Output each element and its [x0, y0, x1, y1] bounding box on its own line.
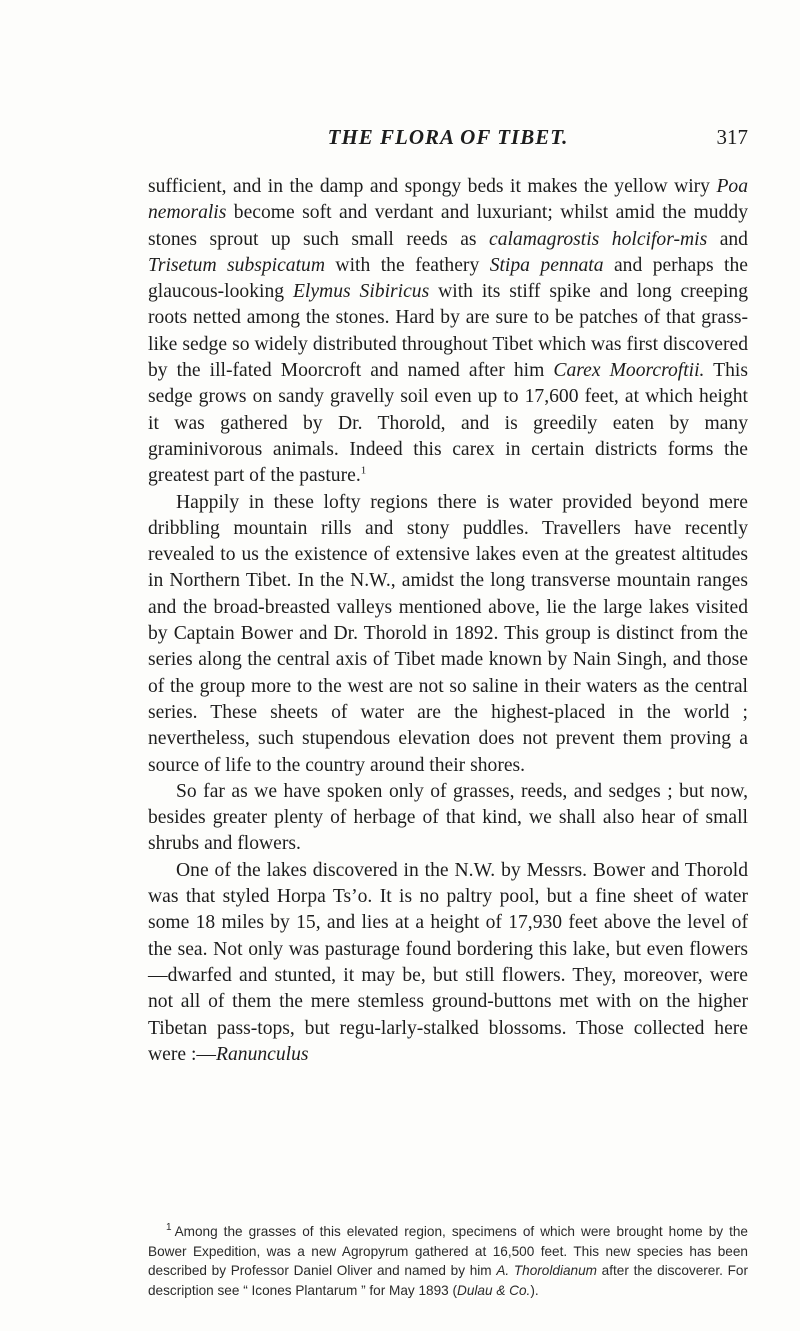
running-title: THE FLORA OF TIBET. [327, 125, 569, 149]
body-text [148, 174, 748, 1068]
text-run: Among the grasses of this elevated region, specimens of which were brought home by the Bower Expedition, was a new Agropyrum gathered at 16,500 feet. This new species has been described by Professor Daniel Oliver and named by him [148, 1224, 748, 1278]
text-run: with the feathery [325, 254, 490, 276]
species-name: calamagrostis holcifor-mis [489, 228, 708, 250]
paragraph-3: So far as we have spoken only of grasses, reeds, and sedges ; but now, besides greater plenty of herbage of that kind, we shall also hear of small shrubs and flowers. [148, 780, 748, 855]
text-run: after the discoverer. For description see “ Icones Plantarum ” for May 1893 ( [148, 1263, 748, 1298]
page-number: 317 [716, 125, 748, 149]
species-name: Poa nemoralis [148, 176, 748, 224]
footnote-1 [148, 1222, 748, 1300]
text-run: sufficient, and in the damp and spongy beds it makes the yellow wiry [148, 176, 717, 197]
text-run: ). [530, 1282, 539, 1298]
species-name: Stipa pennata [489, 254, 604, 276]
footnotes [148, 1222, 748, 1300]
running-head [148, 125, 748, 159]
species-name: Ranunculus [216, 1043, 309, 1065]
text-run: This sedge grows on sandy gravelly soil even up to 17,600 feet, at which height it was gathered by Dr. Thorold, and is greedily eaten by many graminivorous animals. Indeed this carex in certain districts forms the greatest part of the pasture. [148, 360, 748, 487]
text-run: One of the lakes discovered in the N.W. by Messrs. Bower and Thorold was that styled Horpa Ts’o. It is no paltry pool, but a fine sheet of water some 18 miles by 15, and lies at a height of 17,930 feet above the level of the sea. Not only was pasturage found bordering this lake, but even flowers—dwarfed and stunted, it may be, but still flowers. They, moreover, were not all of them the mere stemless ground-buttons met with on the higher Tibetan pass-tops, but regu-larly-stalked blossoms. Those collected here were :— [148, 859, 748, 1065]
paragraph-1 [148, 174, 748, 490]
paragraph-4 [148, 858, 748, 1068]
footnote-reference: 1 [360, 464, 367, 477]
text-run: and [707, 228, 748, 250]
species-name: Trisetum subspicatum [148, 254, 325, 276]
text-run: become soft and verdant and luxuriant; whilst amid the muddy stones sprout up such small reeds as [148, 202, 748, 250]
species-name: A. Thoroldianum [496, 1263, 597, 1278]
paragraph-2: Happily in these lofty regions there is water provided beyond mere dribbling mountain rills and stony puddles. Travellers have recently revealed to us the existence of extensive lakes even at the greatest altitudes in Northern Tibet. In the N.W., amidst the long transverse mountain ranges and the broad-breasted valleys mentioned above, lie the large lakes visited by Captain Bower and Dr. Thorold in 1892. This group is distinct from the series along the central axis of Tibet made known by Nain Singh, and those of the group more to the west are not so saline in their waters as the central series. These sheets of water are the highest-placed in the world ; nevertheless, such stupendous elevation does not prevent them proving a source of life to the country around their shores. [148, 491, 748, 776]
text-run: with its stiff spike and long creeping roots netted among the stones. Hard by are sure to be patches of that grass-like sedge so widely distributed throughout Tibet which was first discovered by the ill-fated Moorcroft and named after him [148, 281, 748, 382]
publisher-name: Dulau & Co. [457, 1282, 531, 1298]
species-name: Carex Moorcroftii. [553, 360, 705, 382]
text-run: and perhaps the glaucous-looking [148, 254, 748, 303]
footnote-mark: 1 [166, 1222, 172, 1234]
species-name: Elymus Sibiricus [292, 281, 430, 303]
